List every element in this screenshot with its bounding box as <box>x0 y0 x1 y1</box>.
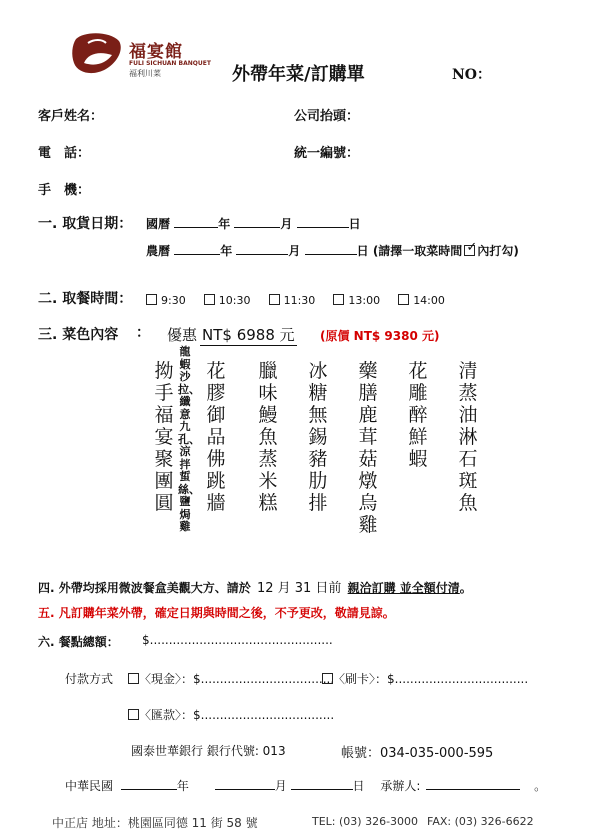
payment-transfer-option[interactable]: 〈匯款〉：$................................... <box>128 706 334 723</box>
menu-colon: ： <box>136 325 150 341</box>
checked-box-icon: ✓ <box>466 240 478 255</box>
dish-item: 花膠御品佛跳牆 <box>206 360 226 514</box>
gregorian-label: 國曆 <box>146 217 171 231</box>
gregorian-year-blank[interactable] <box>174 216 218 228</box>
roc-label: 中華民國 <box>65 779 114 793</box>
sign-year-blank[interactable] <box>121 778 177 790</box>
original-price: (原價 NT$ 9380 元) <box>320 329 440 343</box>
fax: FAX: (03) 326-6622 <box>427 815 534 828</box>
meal-time-heading: 二. 取餐時間： <box>38 291 133 307</box>
page-title: 外帶年菜/訂購單 <box>232 64 365 85</box>
checkbox-icon <box>146 294 157 305</box>
dish-item: 花雕醉鮮蝦 <box>408 360 428 470</box>
time-option-1300[interactable]: 13:00 <box>333 294 380 307</box>
restaurant-logo-icon <box>70 29 124 77</box>
note-four: 四. 外帶均採用微波餐盒美觀大方、請於 12 月 31 日前 親洽訂購 並全額付清。 <box>38 581 472 596</box>
bank-info: 國泰世華銀行 銀行代號: 013 <box>131 744 286 758</box>
handler-blank[interactable] <box>426 778 520 790</box>
sign-month-blank[interactable] <box>215 778 275 790</box>
lunar-month-blank[interactable] <box>236 243 288 255</box>
tax-id-label: 統一編號： <box>294 146 360 161</box>
dish-item: 清蒸油淋石斑魚 <box>458 360 478 514</box>
select-note-start: (請擇一取菜時間 <box>372 244 463 258</box>
sign-day-blank[interactable] <box>291 778 353 790</box>
month-label: 月 <box>280 217 293 231</box>
time-option-1130[interactable]: 11:30 <box>269 294 316 307</box>
checkbox-icon <box>204 294 215 305</box>
gregorian-month-blank[interactable] <box>234 216 280 228</box>
handler-label: 承辦人: <box>380 779 421 793</box>
checkbox-icon <box>322 673 333 684</box>
payment-method-label: 付款方式 <box>65 672 114 686</box>
order-number-label: NO： <box>452 67 491 83</box>
pickup-date-heading: 一. 取貨日期： <box>38 216 133 232</box>
day-label: 日 <box>356 244 369 258</box>
note-six-label: 六. 餐點總額： <box>38 635 119 649</box>
checkbox-icon <box>333 294 344 305</box>
select-note-end: 內打勾) <box>477 244 519 258</box>
time-option-1400[interactable]: 14:00 <box>398 294 445 307</box>
dish-item: 拗手福宴聚團圓 <box>154 360 174 514</box>
branch-address: 中正店 地址：桃園區同德 11 街 58 號 <box>52 816 258 830</box>
order-requirement: 親洽訂購 並全額付清 <box>347 581 460 595</box>
phone-label: 電 話： <box>38 146 91 161</box>
time-option-1030[interactable]: 10:30 <box>204 294 251 307</box>
appetizer-item: 龍蝦沙拉、纖意九孔、涼拌蜇絲、鹽焗雞 <box>178 345 200 533</box>
payment-card-option[interactable]: 〈刷卡〉：$................................... <box>322 670 528 687</box>
checkbox-icon <box>128 673 139 684</box>
discount-price: NT$ 6988 元 <box>202 326 295 344</box>
dish-item: 藥膳鹿茸菇燉烏雞 <box>358 360 378 536</box>
time-option-930[interactable]: 9:30 <box>146 294 186 307</box>
lunar-year-blank[interactable] <box>174 243 220 255</box>
company-title-label: 公司抬頭： <box>294 109 360 124</box>
logo-english-name: FULI SICHUAN BANQUET <box>129 60 211 67</box>
discount-label: 優惠 <box>167 326 198 344</box>
meal-time-options <box>146 289 458 308</box>
checkbox-icon <box>398 294 409 305</box>
lunar-date-row <box>146 242 519 259</box>
menu-heading: 三. 菜色內容 <box>38 327 119 343</box>
payment-cash-option[interactable]: 〈現金〉：$................................... <box>128 670 334 687</box>
logo-subtitle: 福利川菜 <box>129 69 161 78</box>
dish-item: 冰糖無錫豬肋排 <box>308 360 328 514</box>
customer-name-label: 客戶姓名： <box>38 109 104 124</box>
total-amount-field[interactable]: $................................................ <box>142 633 333 647</box>
checkbox-icon <box>269 294 280 305</box>
year-label: 年 <box>220 244 233 258</box>
lunar-day-blank[interactable] <box>305 243 357 255</box>
logo-chinese-name: 福宴館 <box>129 42 183 62</box>
mobile-label: 手 機： <box>38 183 91 198</box>
year-label: 年 <box>218 217 231 231</box>
gregorian-day-blank[interactable] <box>297 216 349 228</box>
order-deadline: 12 月 31 日前 <box>256 581 342 596</box>
dish-item: 臘味鰻魚蒸米糕 <box>258 360 278 514</box>
note-five: 五. 凡訂購年菜外帶，確定日期與時間之後，不予更改，敬請見諒。 <box>38 606 395 620</box>
telephone: TEL: (03) 326-3000 <box>312 815 419 828</box>
day-label: 日 <box>348 217 361 231</box>
month-label: 月 <box>288 244 301 258</box>
checkbox-icon <box>128 709 139 720</box>
lunar-label: 農曆 <box>146 244 171 258</box>
gregorian-date-row <box>146 215 361 232</box>
bank-account: 帳號：034-035-000-595 <box>341 746 494 761</box>
signature-row: 中華民國 年 月 日 承辦人: 。 <box>65 779 547 793</box>
